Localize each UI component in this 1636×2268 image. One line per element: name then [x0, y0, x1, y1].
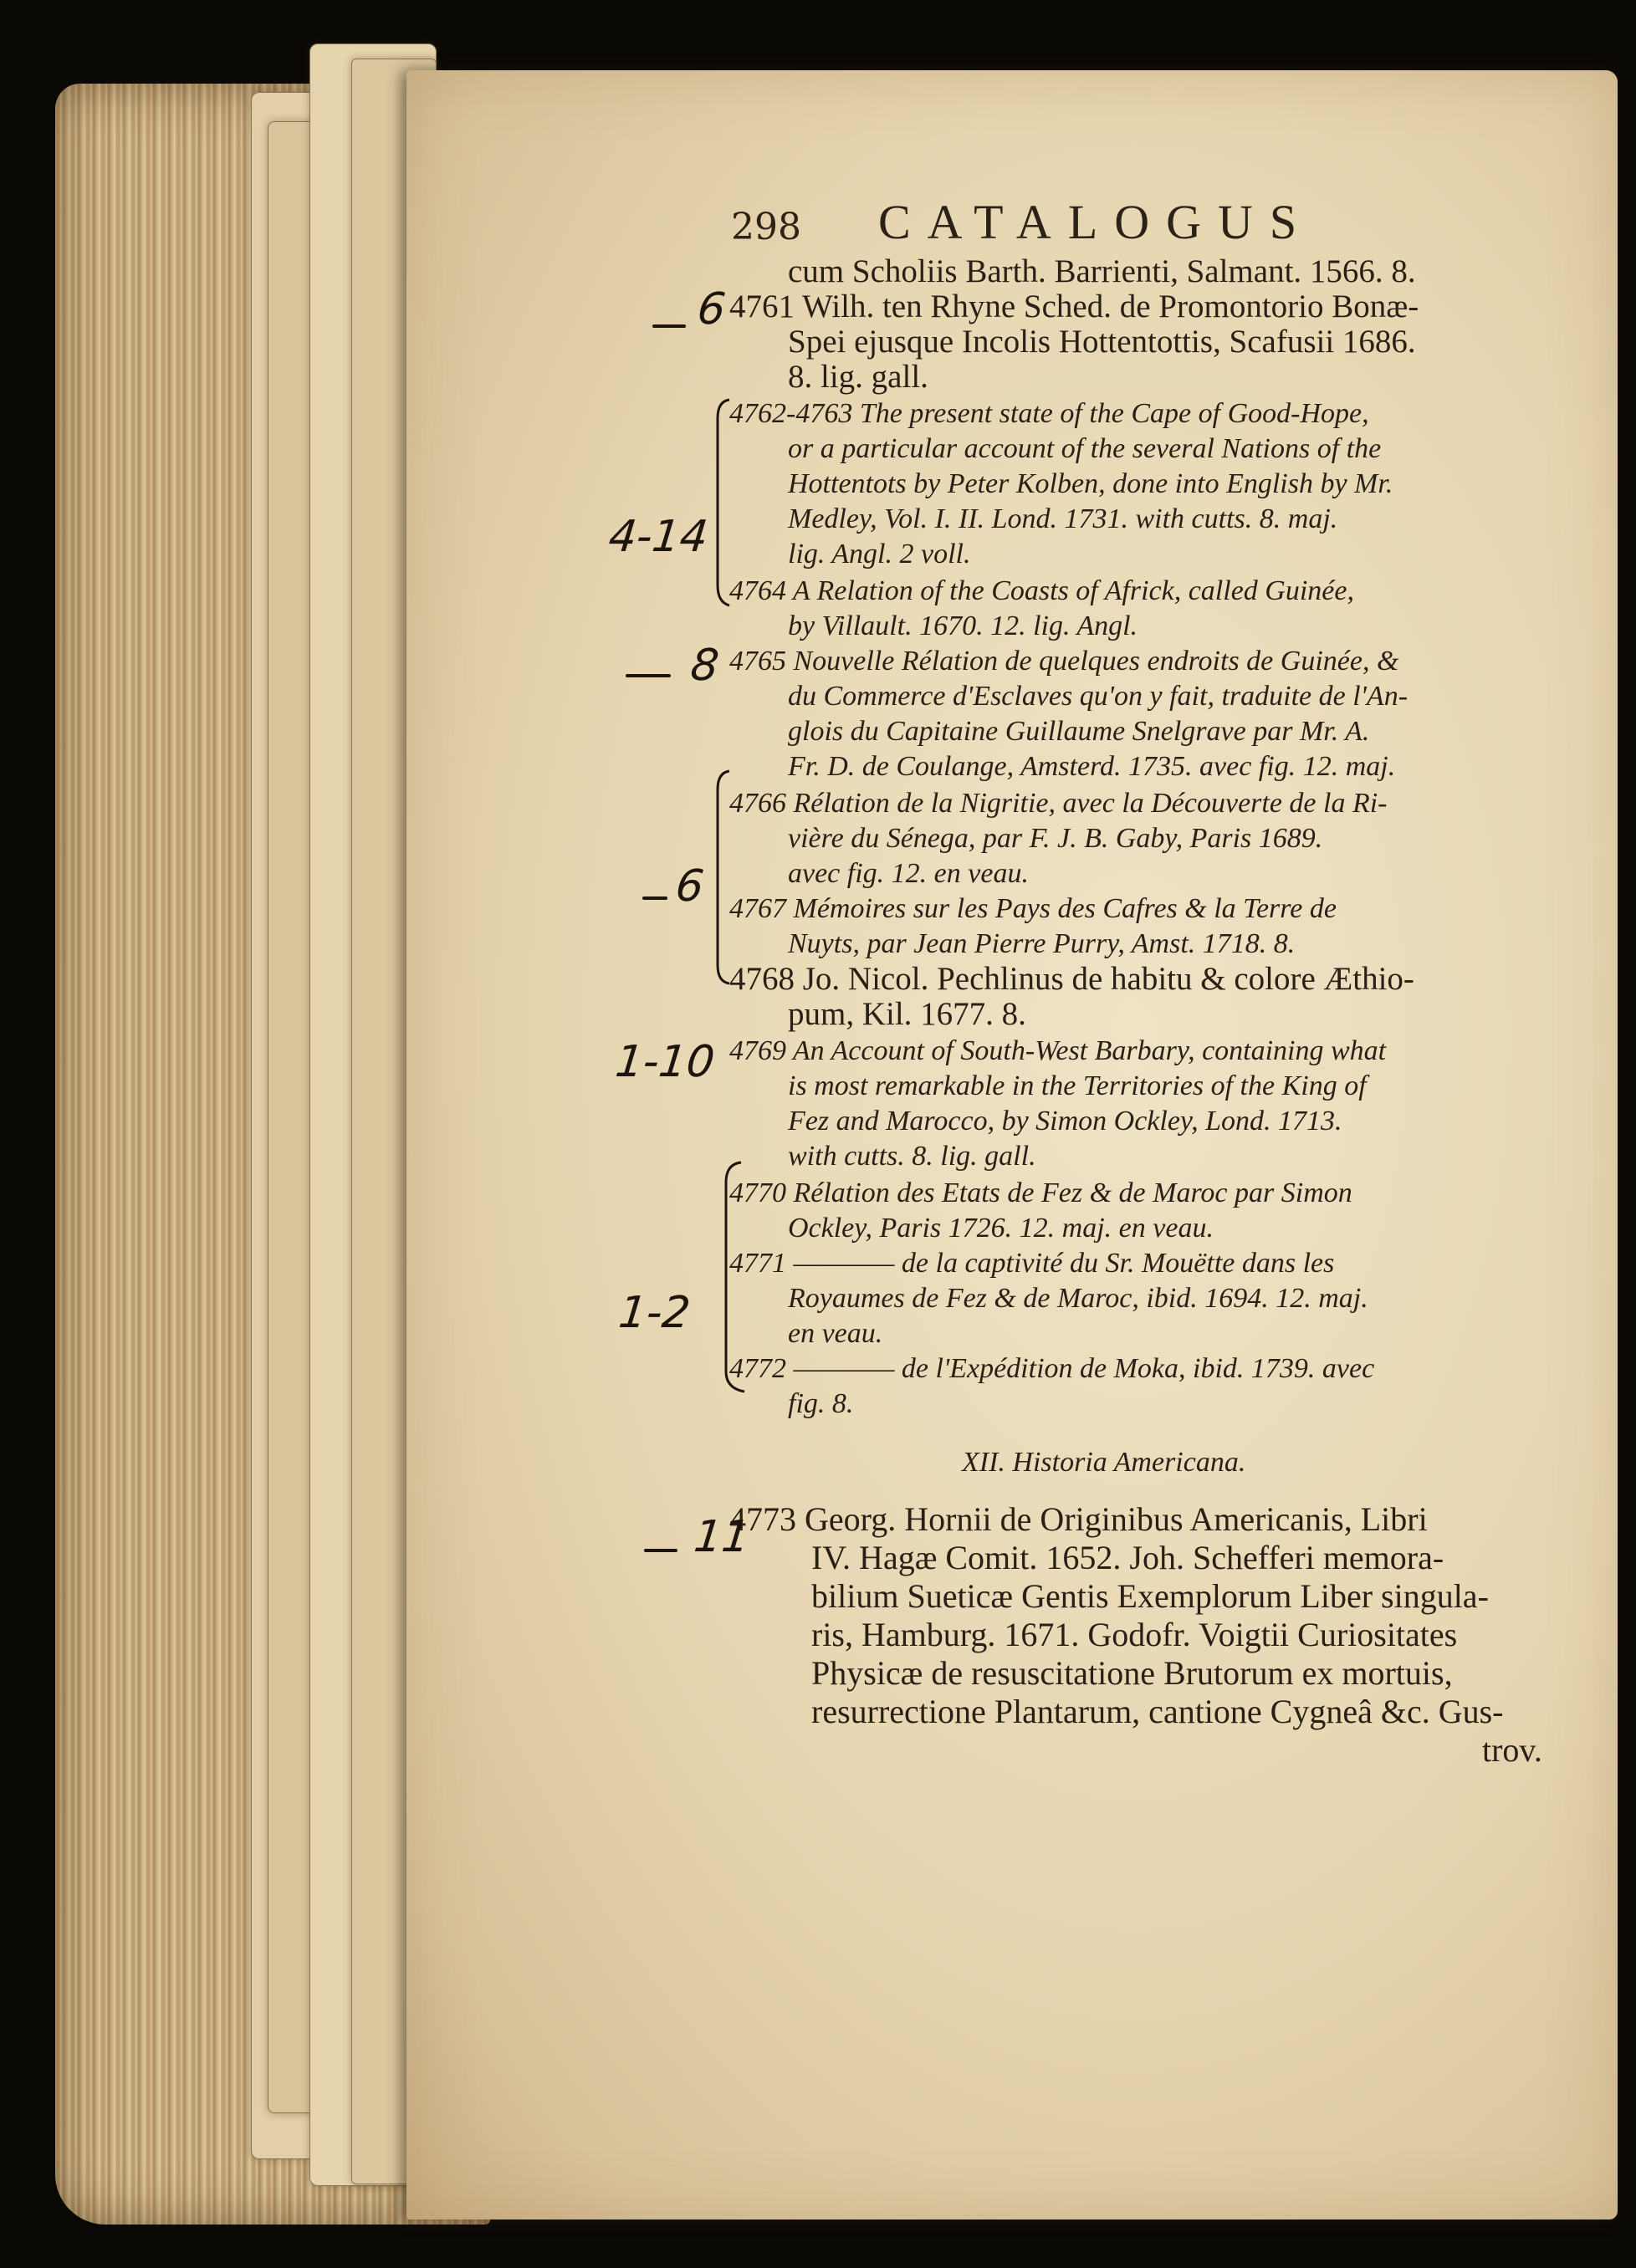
entry-line: Physicæ de resuscitatione Brutorum ex mortuis, — [811, 1654, 1453, 1692]
entry-line: ris, Hamburg. 1671. Godofr. Voigtii Curiositates — [811, 1616, 1458, 1653]
entry-line: 4772 ———— de l'Expédition de Moka, ibid. 1739. avec — [729, 1353, 1375, 1384]
bracket-line — [718, 771, 729, 983]
bracket-line — [718, 400, 729, 605]
entry-line: by Villault. 1670. 12. lig. Angl. — [788, 610, 1138, 641]
entry-line: 4771 ———— de la captivité du Sr. Mouëtte dans les — [729, 1248, 1335, 1279]
handwritten-annotation: 1-10 — [612, 1037, 718, 1087]
entry-line: 8. lig. gall. — [788, 359, 928, 395]
entry-line: glois du Capitaine Guillaume Snelgrave par Mr. A. — [788, 716, 1370, 747]
entry-line: IV. Hagæ Comit. 1652. Joh. Schefferi memora- — [811, 1539, 1444, 1576]
entry-line: Spei ejusque Incolis Hottentottis, Scafusii 1686. — [788, 324, 1416, 360]
handwritten-annotation: 6 — [672, 861, 707, 912]
entry-line: bilium Sueticæ Gentis Exemplorum Liber singula- — [811, 1577, 1489, 1615]
entry-line: with cutts. 8. lig. gall. — [788, 1141, 1036, 1172]
entry-line: lig. Angl. 2 voll. — [788, 539, 971, 570]
page-number: 298 — [731, 206, 801, 248]
entry-line: 4764 A Relation of the Coasts of Africk, called Guinée, — [729, 575, 1354, 606]
entry-line: pum, Kil. 1677. 8. — [788, 996, 1026, 1032]
entry-line: Medley, Vol. I. II. Lond. 1731. with cutts. 8. maj. — [788, 503, 1338, 534]
entry-line: 4770 Rélation des Etats de Fez & de Maroc par Simon — [729, 1177, 1352, 1208]
entry-line: Nuyts, par Jean Pierre Purry, Amst. 1718. 8. — [788, 928, 1296, 959]
section-heading: XII. Historia Americana. — [962, 1447, 1246, 1478]
entry-line: resurrectione Plantarum, cantione Cygneâ &c. Gus- — [811, 1693, 1504, 1730]
handwritten-annotation: 1-2 — [616, 1288, 693, 1338]
entry-line: cum Scholiis Barth. Barrienti, Salmant. 1566. 8. — [788, 253, 1416, 289]
entry-line: or a particular account of the several Nations of the — [788, 433, 1382, 464]
entry-line: avec fig. 12. en veau. — [788, 858, 1029, 889]
entry-line: 4761 Wilh. ten Rhyne Sched. de Promontorio Bonæ- — [729, 289, 1419, 324]
entry-line: Fez and Marocco, by Simon Ockley, Lond. 1713. — [788, 1106, 1342, 1137]
entry-line: 4768 Jo. Nicol. Pechlinus de habitu & colore Æthio- — [729, 961, 1414, 997]
handwritten-annotation: 6 — [694, 284, 729, 335]
entry-line: fig. 8. — [788, 1388, 854, 1419]
handwritten-annotation: 8 — [688, 641, 722, 691]
entry-line: Royaumes de Fez & de Maroc, ibid. 1694. 12. maj. — [788, 1283, 1368, 1314]
entry-line: Fr. D. de Coulange, Amsterd. 1735. avec fig. 12. maj. — [788, 751, 1396, 782]
entry-line: Ockley, Paris 1726. 12. maj. en veau. — [788, 1213, 1214, 1244]
entry-line: 4762-4763 The present state of the Cape of Good-Hope, — [729, 398, 1369, 429]
entry-line: en veau. — [788, 1318, 883, 1349]
entry-line: trov. — [1482, 1731, 1542, 1769]
entry-line: du Commerce d'Esclaves qu'on y fait, traduite de l'An- — [788, 681, 1408, 712]
entry-line: Hottentots by Peter Kolben, done into English by Mr. — [788, 468, 1393, 499]
entry-line: is most remarkable in the Territories of the King of — [788, 1070, 1367, 1101]
bracket-line — [726, 1162, 744, 1392]
handwritten-annotation: 4-14 — [606, 512, 711, 562]
entry-line: 4765 Nouvelle Rélation de quelques endroits de Guinée, & — [729, 646, 1399, 677]
running-title: CATALOGUS — [878, 195, 1314, 249]
entry-line: vière du Sénega, par F. J. B. Gaby, Paris 1689. — [788, 823, 1323, 854]
handwritten-annotation: 11 — [691, 1512, 753, 1562]
entry-line: 4766 Rélation de la Nigritie, avec la Découverte de la Ri- — [729, 788, 1388, 819]
entry-line: 4767 Mémoires sur les Pays des Cafres & la Terre de — [729, 893, 1337, 924]
entry-line: 4769 An Account of South-West Barbary, containing what — [729, 1035, 1387, 1066]
entry-line: 4773 Georg. Hornii de Originibus Americanis, Libri — [729, 1500, 1428, 1538]
